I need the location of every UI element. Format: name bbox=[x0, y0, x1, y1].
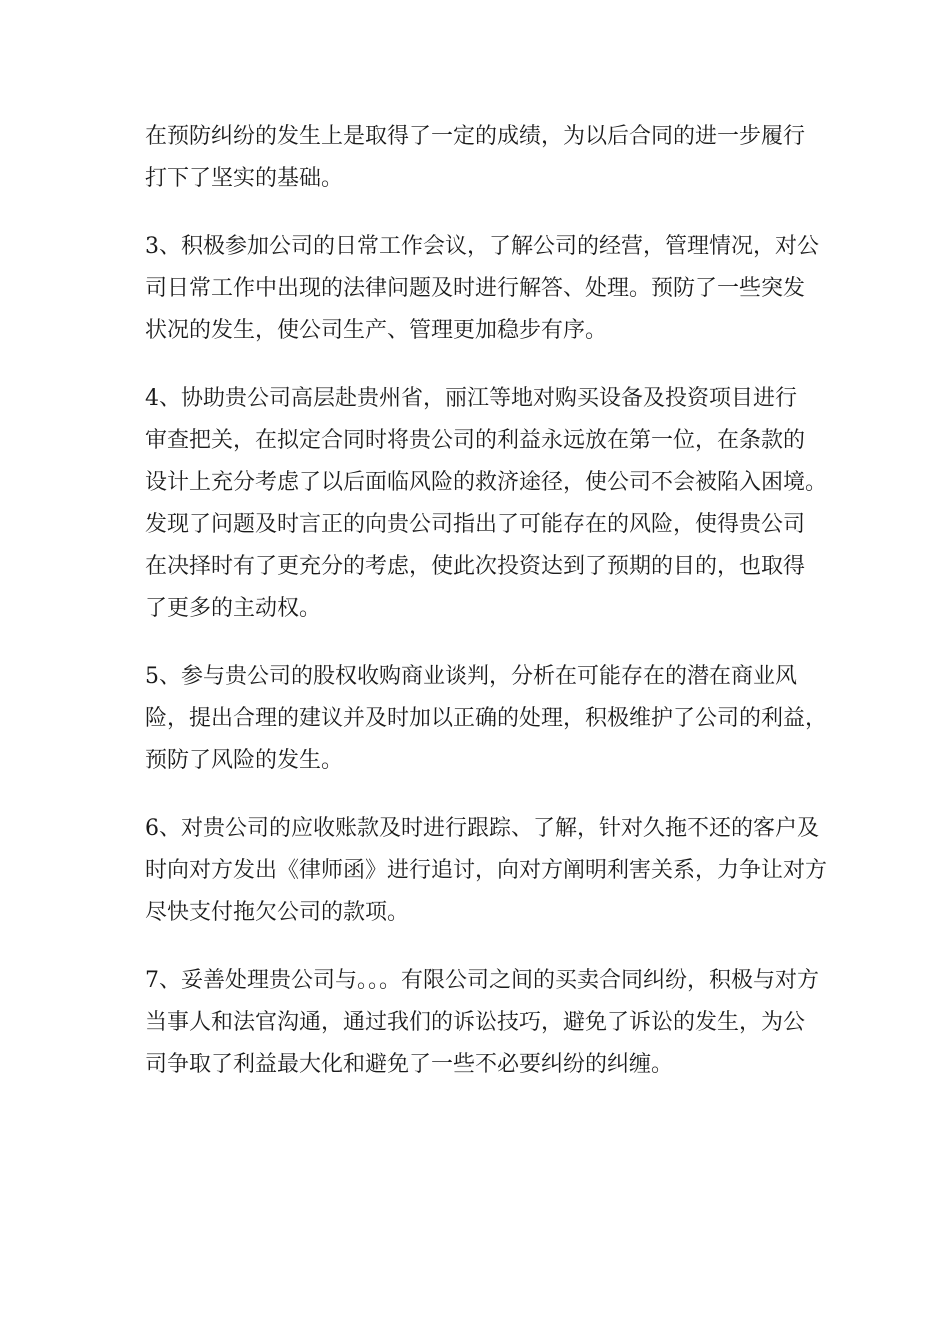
text-line: 设计上充分考虑了以后面临风险的救济途径，使公司不会被陷入困境。 bbox=[145, 470, 828, 495]
paragraph-item-4 bbox=[145, 378, 835, 630]
text-line: 打下了坚实的基础。 bbox=[145, 166, 344, 191]
text-line: 状况的发生，使公司生产、管理更加稳步有序。 bbox=[145, 318, 608, 343]
paragraph-1 bbox=[145, 116, 835, 200]
text-line: 6、对贵公司的应收账款及时进行跟踪、了解，针对久拖不还的客户及 bbox=[145, 816, 819, 841]
paragraph-item-3 bbox=[145, 226, 835, 352]
text-line: 尽快支付拖欠公司的款项。 bbox=[145, 900, 410, 925]
text-line: 在决择时有了更充分的考虑，使此次投资达到了预期的目的，也取得 bbox=[145, 554, 806, 579]
text-line: 司日常工作中出现的法律问题及时进行解答、处理。预防了一些突发 bbox=[145, 276, 806, 301]
text-line: 预防了风险的发生。 bbox=[145, 748, 344, 773]
text-line: 5、参与贵公司的股权收购商业谈判，分析在可能存在的潜在商业风 bbox=[145, 664, 797, 689]
text-line: 在预防纠纷的发生上是取得了一定的成绩，为以后合同的进一步履行 bbox=[145, 124, 806, 149]
text-line: 了更多的主动权。 bbox=[145, 596, 322, 621]
text-line: 时向对方发出《律师函》进行追讨，向对方阐明利害关系，力争让对方 bbox=[145, 858, 828, 883]
paragraph-item-6 bbox=[145, 808, 835, 934]
text-line: 审查把关，在拟定合同时将贵公司的利益永远放在第一位，在条款的 bbox=[145, 428, 806, 453]
paragraph-item-5 bbox=[145, 656, 835, 782]
text-line: 3、积极参加公司的日常工作会议，了解公司的经营，管理情况，对公 bbox=[145, 234, 819, 259]
document-body bbox=[145, 116, 835, 1112]
text-line: 7、妥善处理贵公司与。。。有限公司之间的买卖合同纠纷，积极与对方 bbox=[145, 968, 819, 993]
text-line: 险，提出合理的建议并及时加以正确的处理，积极维护了公司的利益， bbox=[145, 706, 828, 731]
text-line: 当事人和法官沟通，通过我们的诉讼技巧，避免了诉讼的发生，为公 bbox=[145, 1010, 806, 1035]
text-line: 发现了问题及时言正的向贵公司指出了可能存在的风险，使得贵公司 bbox=[145, 512, 806, 537]
text-line: 4、协助贵公司高层赴贵州省，丽江等地对购买设备及投资项目进行 bbox=[145, 386, 797, 411]
text-line: 司争取了利益最大化和避免了一些不必要纠纷的纠缠。 bbox=[145, 1052, 674, 1077]
paragraph-item-7 bbox=[145, 960, 835, 1086]
